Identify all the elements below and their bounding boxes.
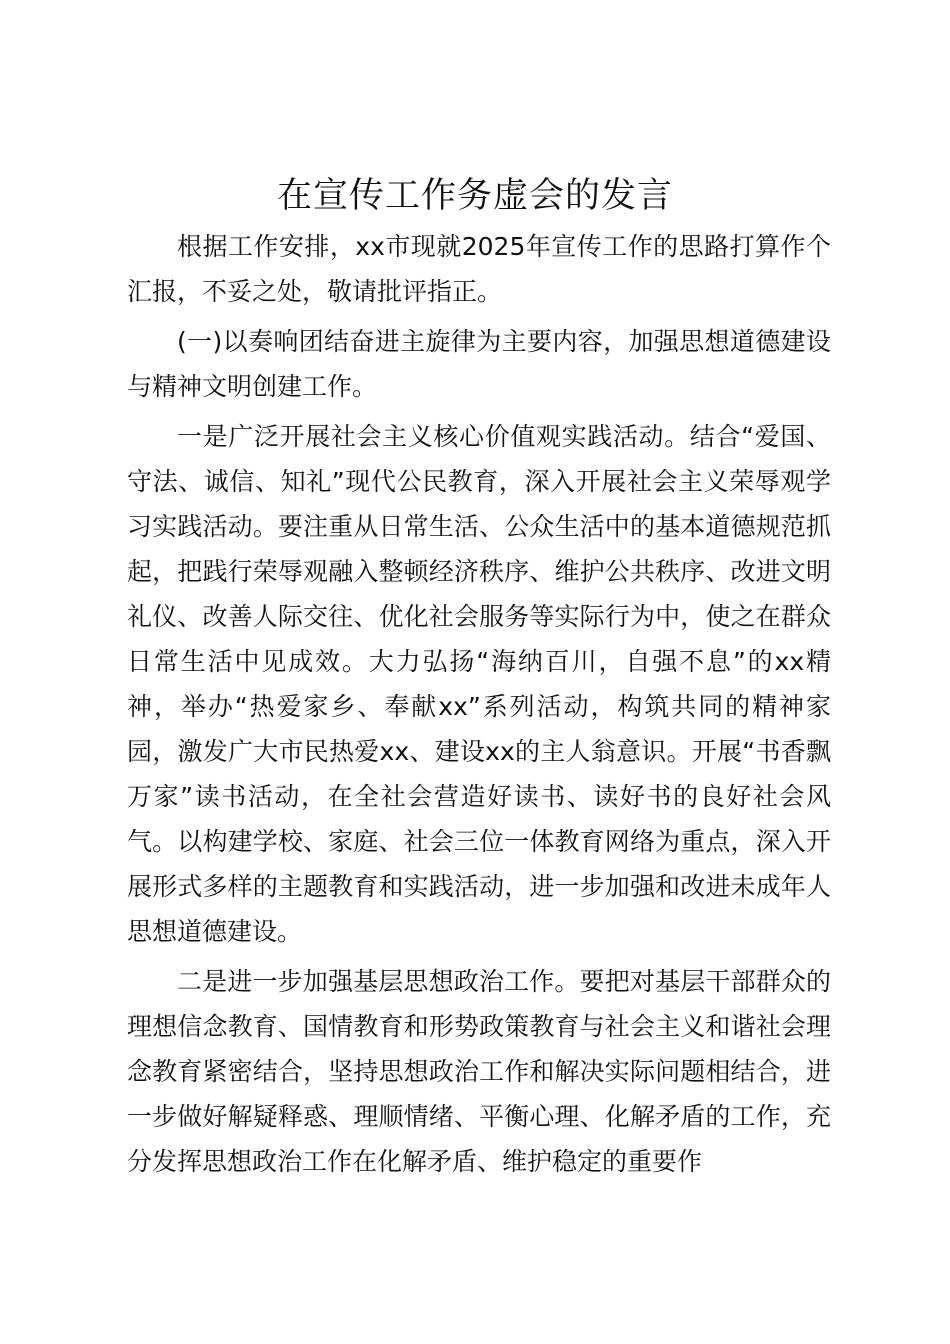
document-body: [127, 224, 831, 1189]
paragraph-intro: 根据工作安排，xx市现就2025年宣传工作的思路打算作个汇报，不妥之处，敬请批评指正。: [127, 232, 831, 306]
paragraph-core-values: 一是广泛开展社会主义核心价值观实践活动。结合“爱国、守法、诚信、知礼”现代公民教育，深入开展社会主义荣辱观学习实践活动。要注重从日常生活、公众生活中的基本道德规范抓起，把践行荣辱观融入整顿经济秩序、维护公共秩序、改进文明礼仪、改善人际交往、优化社会服务等实际行为中，使之在群众日常生活中见成效。大力弘扬“海纳百川，自强不息”的xx精神，举办“热爱家乡、奉献xx”系列活动，构筑共同的精神家园，激发广大市民热爱xx、建设xx的主人翁意识。开展“书香飘万家”读书活动，在全社会营造好读书、读好书的良好社会风气。以构建学校、家庭、社会三位一体教育网络为重点，深入开展形式多样的主题教育和实践活动，进一步加强和改进未成年人思想道德建设。: [127, 422, 831, 946]
document-title: 在宣传工作务虚会的发言: [276, 176, 673, 216]
paragraph-section-heading: (一)以奏响团结奋进主旋律为主要内容，加强思想道德建设与精神文明创建工作。: [127, 327, 831, 401]
paragraph-grassroots-work: 二是进一步加强基层思想政治工作。要把对基层干部群众的理想信念教育、国情教育和形势政策教育与社会主义和谐社会理念教育紧密结合，坚持思想政治工作和解决实际问题相结合，进一步做好解疑释惑、理顺情绪、平衡心理、化解矛盾的工作，充分发挥思想政治工作在化解矛盾、维护稳定的重要作: [127, 967, 831, 1176]
